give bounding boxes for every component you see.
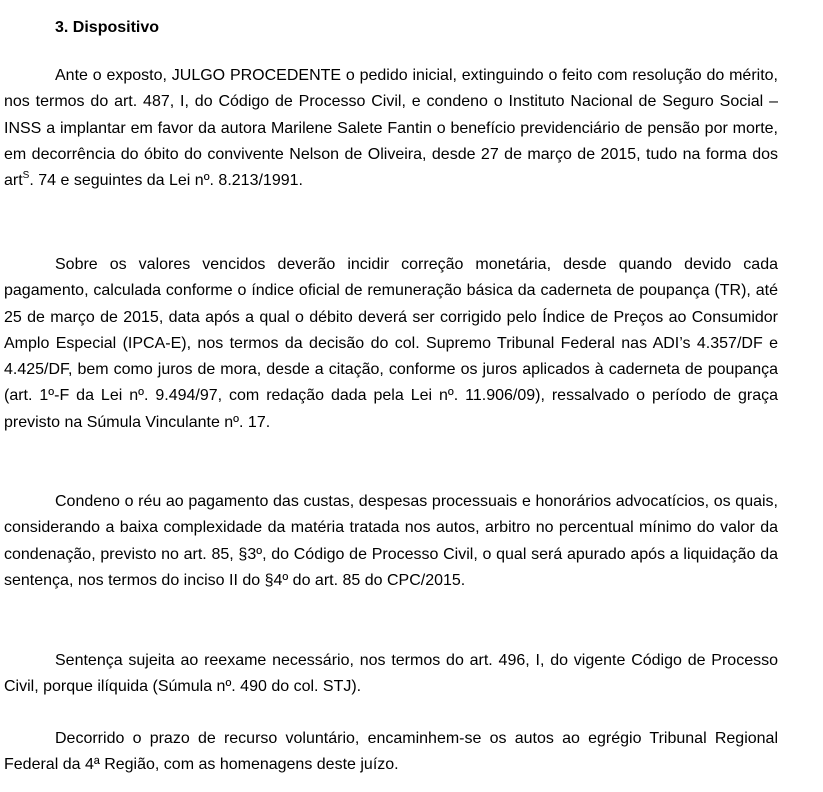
paragraph-appeal-deadline: Decorrido o prazo de recurso voluntário, encaminhem-se os autos ao egrégio Tribunal Regional Federal da 4ª Região, com as homenagens deste juízo.	[4, 730, 778, 774]
paragraph-reexam: Sentença sujeita ao reexame necessário, nos termos do art. 496, I, do vigente Código de Processo Civil, porque ilíquida (Súmula nº. 490 do col. STJ).	[4, 652, 778, 696]
paragraph-judgment-text: Ante o exposto, JULGO PROCEDENTE o pedido inicial, extinguindo o feito com resolução do mérito, nos termos do art. 487, I, do Código de Processo Civil, e condeno o Instituto Nacional de Seguro Social – INSS a implantar em favor da autora Marilene Salete Fantin o benefício previdenciário de pensão por morte, em decorrência do óbito do convivente Nelson de Oliveira, desde 27 de março de 2015, tudo na forma dos art	[4, 67, 778, 190]
superscript-s: S	[22, 170, 30, 182]
paragraph-costs-fees: Condeno o réu ao pagamento das custas, despesas processuais e honorários advocatícios, os quais, considerando a baixa complexidade da matéria tratada nos autos, arbitro no percentual mínimo do valor da condenação, previsto no art. 85, §3º, do Código de Processo Civil, o qual será apurado após a liquidação da sentença, nos termos do inciso II do §4º do art. 85 do CPC/2015.	[4, 493, 778, 589]
paragraph-judgment-text-end: . 74 e seguintes da Lei nº. 8.213/1991.	[29, 172, 303, 190]
paragraph-judgment	[4, 63, 778, 194]
section-heading: 3. Dispositivo	[55, 19, 160, 36]
paragraph-monetary-correction: Sobre os valores vencidos deverão incidir correção monetária, desde quando devido cada pagamento, calculada conforme o índice oficial de remuneração básica da caderneta de poupança (TR), até 25 de março de 2015, data após a qual o débito deverá ser corrigido pelo Índice de Preços ao Consumidor Amplo Especial (IPCA-E), nos termos da decisão do col. Supremo Tribunal Federal nas ADI’s 4.357/DF e 4.425/DF, bem como juros de mora, desde a citação, conforme os juros aplicados à caderneta de poupança (art. 1º-F da Lei nº. 9.494/97, com redação dada pela Lei nº. 11.906/09), ressalvado o período de graça previsto na Súmula Vinculante nº. 17.	[4, 256, 778, 431]
